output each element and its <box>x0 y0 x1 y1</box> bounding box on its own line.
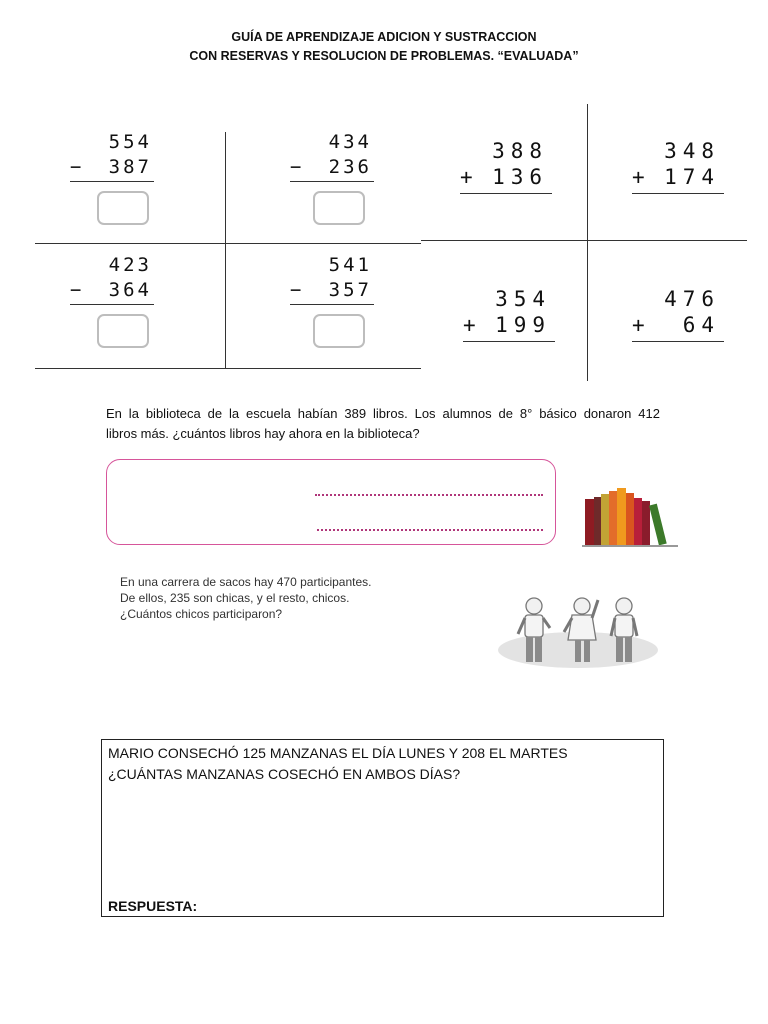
addend-top: 388 <box>492 139 548 163</box>
result-line <box>632 341 724 342</box>
problem3-line1: MARIO CONSECHÓ 125 MANZANAS EL DÍA LUNES Y 208 EL MARTES <box>108 745 568 761</box>
addend-bottom: 174 <box>664 165 720 189</box>
plus-sign: + <box>632 165 651 189</box>
answer-label: RESPUESTA: <box>108 898 198 914</box>
result-line <box>290 304 374 305</box>
problem1-answer-box[interactable] <box>106 459 556 545</box>
plus-sign: + <box>460 165 479 189</box>
addend-top: 476 <box>664 287 720 311</box>
subtraction-problem <box>290 131 374 225</box>
addition-problem <box>460 139 552 194</box>
subtraction-problem <box>290 254 374 348</box>
problem3-box[interactable] <box>101 739 664 917</box>
minuend: 423 <box>108 254 152 276</box>
result-line <box>290 181 374 182</box>
problem3-text <box>108 743 568 785</box>
answer-box[interactable] <box>313 314 365 348</box>
problem1-text-line1: En la biblioteca de la escuela habían 389 libros. Los alumnos de 8° básico donaron 412 <box>106 406 660 421</box>
children-icon <box>496 592 660 670</box>
answer-box[interactable] <box>97 191 149 225</box>
addition-problem <box>632 139 724 194</box>
addend-bottom: 199 <box>495 313 551 337</box>
result-line <box>463 341 555 342</box>
result-line <box>70 181 154 182</box>
subtrahend: 236 <box>328 156 372 178</box>
plus-sign: + <box>463 313 482 337</box>
plus-sign: + <box>632 313 651 337</box>
subtraction-problem <box>70 254 154 348</box>
addend-bottom: 136 <box>492 165 548 189</box>
answer-box[interactable] <box>313 191 365 225</box>
answer-box[interactable] <box>97 314 149 348</box>
subtrahend: 357 <box>328 279 372 301</box>
problem2-text <box>120 574 371 622</box>
right-grid-vertical <box>587 104 588 381</box>
problem3-line2: ¿CUÁNTAS MANZANAS COSECHÓ EN AMBOS DÍAS? <box>108 766 461 782</box>
result-line <box>632 193 724 194</box>
subtrahend: 364 <box>108 279 152 301</box>
minus-sign: − <box>70 279 85 301</box>
problem2-line3: ¿Cuántos chicos participaron? <box>120 607 283 621</box>
minuend: 434 <box>328 131 372 153</box>
addition-problem <box>463 287 555 342</box>
right-grid-horizontal <box>421 240 747 241</box>
subtraction-problem <box>70 131 154 225</box>
addend-bottom: 64 <box>682 313 720 337</box>
minus-sign: − <box>290 279 305 301</box>
left-grid-vertical <box>225 132 226 369</box>
minus-sign: − <box>70 156 85 178</box>
minuend: 541 <box>328 254 372 276</box>
problem1-text-line2: libros más. ¿cuántos libros hay ahora en la biblioteca? <box>106 426 420 441</box>
answer-dotted-line <box>315 494 543 496</box>
subtrahend: 387 <box>108 156 152 178</box>
addition-problem <box>632 287 724 342</box>
result-line <box>70 304 154 305</box>
result-line <box>460 193 552 194</box>
addend-top: 354 <box>495 287 551 311</box>
left-grid-horizontal <box>35 243 421 244</box>
minus-sign: − <box>290 156 305 178</box>
problem2-line2: De ellos, 235 son chicas, y el resto, chicos. <box>120 591 350 605</box>
page-subtitle: CON RESERVAS Y RESOLUCION DE PROBLEMAS. “EVALUADA” <box>189 49 579 63</box>
problem2-line1: En una carrera de sacos hay 470 participantes. <box>120 575 372 589</box>
minuend: 554 <box>108 131 152 153</box>
left-grid-bottom <box>35 368 421 369</box>
books-icon <box>578 485 682 549</box>
addend-top: 348 <box>664 139 720 163</box>
answer-dotted-line <box>317 529 543 531</box>
page-title: GUÍA DE APRENDIZAJE ADICION Y SUSTRACCION <box>231 30 537 44</box>
